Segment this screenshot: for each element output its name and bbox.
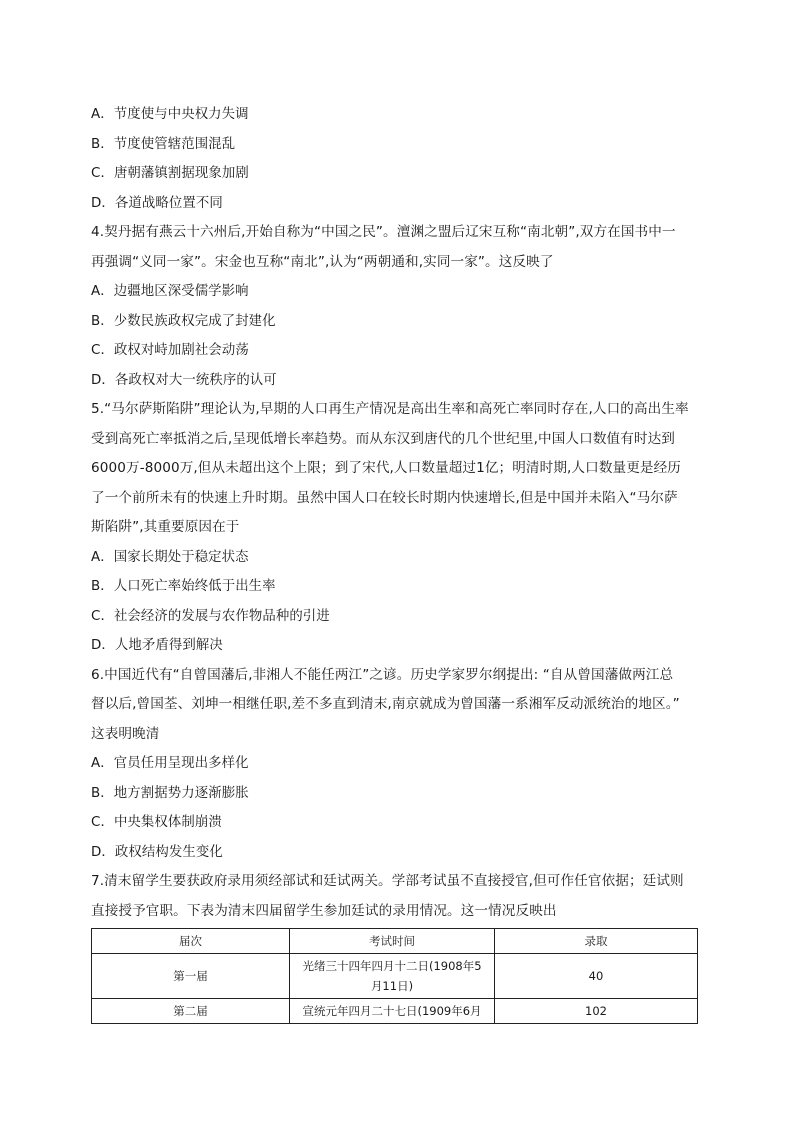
q4-option-a: A．边疆地区深受儒学影响 [91,284,249,299]
q4-option-b: B．少数民族政权完成了封建化 [91,313,276,329]
table-row [92,954,698,999]
q5-stem-line-2: 受到高死亡率抵消之后,呈现低增长率趋势。而从东汉到唐代的几个世纪里,中国人口数值有时达到 [91,430,675,447]
table-header-admitted: 录取 [495,929,698,954]
table-header-session: 届次 [92,929,290,954]
q5-stem-line-5: 斯陷阱”,其重要原因在于 [91,519,240,535]
q6-option-a: A．官员任用呈现出多样化 [91,756,249,771]
q4-option-c: C．政权对峙加剧社会动荡 [91,343,249,358]
exam-page [91,100,697,1024]
q7-stem-line-1: 7.清末留学生要获政府录用须经部试和廷试两关。学部考试虽不直接授官,但可作任官依据；廷试则 [91,873,684,889]
table-header-exam-time: 考试时间 [290,929,495,954]
q7-admission-table [91,928,698,1024]
exam-time-line: 光绪三十四年四月十二日(1908年5 [302,959,482,973]
table-cell-session: 第一届 [92,954,290,999]
q3-option-c: C．唐朝藩镇割据现象加剧 [91,166,249,181]
q5-option-c: C．社会经济的发展与农作物品种的引进 [91,608,330,624]
question-5 [91,395,697,661]
q7-stem-line-2: 直接授予官职。下表为清末四届留学生参加廷试的录用情况。这一情况反映出 [91,902,557,919]
q5-option-d: D．人地矛盾得到解决 [91,638,223,653]
q6-option-b: B．地方割据势力逐渐膨胀 [91,785,249,801]
question-6 [91,661,697,868]
q5-stem-line-4: 了一个前所未有的快速上升时期。虽然中国人口在较长时期内快速增长,但是中国并未陷入“马尔萨 [91,489,678,506]
table-cell-admitted: 102 [495,999,698,1024]
q6-stem-line-3: 这表明晚清 [91,725,160,742]
q5-option-b: B．人口死亡率始终低于出生率 [91,579,276,594]
question-3-options [91,100,697,218]
exam-time-line: 宣统元年四月二十七日(1909年6月 [302,1004,482,1018]
question-4 [91,218,697,395]
q6-option-c: C．中央集权体制崩溃 [91,815,222,830]
q4-stem-line-2: 再强调“义同一家”。宋金也互称“南北”,认为“两朝通和,实同一家”。这反映了 [91,253,554,270]
q4-stem-line-1: 4.契丹据有燕云十六州后,开始自称为“中国之民”。澶渊之盟后辽宋互称“南北朝”,双方在国书中一 [91,224,676,240]
exam-time-line: 月11日) [370,979,414,993]
q3-option-d: D．各道战略位置不同 [91,195,223,211]
q6-stem-line-2: 督以后,曾国荃、刘坤一相继任职,差不多直到清末,南京就成为曾国藩一系湘军反动派统治的地区。” [91,696,680,712]
table-cell-exam-time [290,999,495,1024]
table-row [92,999,698,1024]
q5-stem-line-3: 6000万-8000万,但从未超出这个上限；到了宋代,人口数量超过1亿；明清时期,人口数量更是经历 [91,460,681,476]
q3-option-b: B．节度使管辖范围混乱 [91,136,236,152]
table-header-row [92,929,698,954]
q6-option-d: D．政权结构发生变化 [91,844,223,860]
q5-stem-line-1: 5.“马尔萨斯陷阱”理论认为,早期的人口再生产情况是高出生率和高死亡率同时存在,人口的高出生率 [91,401,689,417]
q5-option-a: A．国家长期处于稳定状态 [91,549,249,565]
q4-option-d: D．各政权对大一统秩序的认可 [91,372,277,388]
table-cell-session: 第二届 [92,999,290,1024]
q6-stem-line-1: 6.中国近代有“自曾国藩后,非湘人不能任两江”之谚。历史学家罗尔纲提出: “自从曾国藩做两江总 [91,666,674,683]
q3-option-a: A．节度使与中央权力失调 [91,107,249,122]
table-cell-admitted: 40 [495,954,698,999]
table-cell-exam-time [290,954,495,999]
question-7 [91,867,697,1024]
